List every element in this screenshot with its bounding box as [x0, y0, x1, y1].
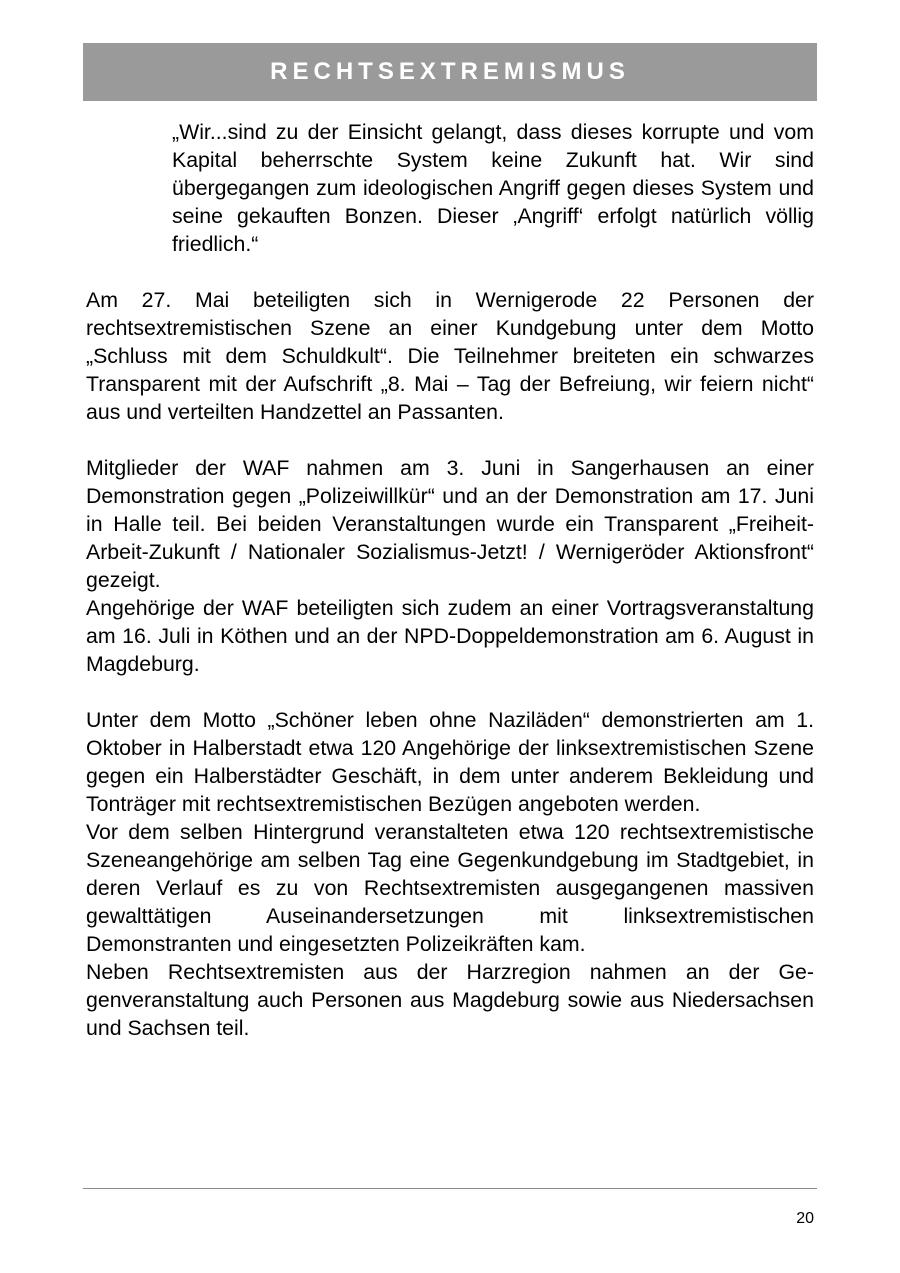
body-text [86, 118, 814, 1042]
paragraph-harzregion: Neben Rechtsextremisten aus der Harzregion nahmen an der Gegenveranstaltung auch Personen aus Magdeburg sowie aus Niedersachsen und Sachsen teil. [86, 960, 814, 1040]
paragraph-waf-demonstrationen: Mitglieder der WAF nahmen am 3. Juni in Sangerhausen an einer Demonstration gegen „Polizeiwillkür“ und an der Demonstration am 17. Juni in Halle teil. Bei beiden Veranstaltungen wurde ein Transparent „Freiheit-Arbeit-Zukunft / Nationaler Sozialismus-Jetzt! / Wernigeröder Aktionsfront“ gezeigt. [86, 456, 814, 592]
section-header-band [83, 43, 817, 101]
section-title: RECHTSEXTREMISMUS [270, 58, 630, 85]
paragraph-gegenkundgebung: Vor dem selben Hintergrund veranstalteten etwa 120 rechtsextremistische Szeneangehörige am selben Tag eine Gegenkundgebung im Stadtgebiet, in deren Verlauf es zu von Rechtsextremisten ausgegangenen massiven gewalttätigen Auseinandersetzungen mit linksextremistischen Demonstranten und eingesetzten Polizeikräften kam. [86, 820, 814, 956]
paragraph-halberstadt-demo: Unter dem Motto „Schöner leben ohne Naziläden“ demonstrierten am 1. Oktober in Halberstadt etwa 120 Angehörige der linksextremistischen Szene gegen ein Halberstädter Geschäft, in dem unter anderem Bekleidung und Tonträger mit rechtsextremistischen Bezügen angeboten werden. [86, 708, 814, 816]
footer-divider [83, 1188, 817, 1189]
block-quote: „Wir...sind zu der Einsicht gelangt, dass dieses korrupte und vom Kapital beherrschte System keine Zukunft hat. Wir sind übergegangen zum ideologischen Angriff gegen dieses System und seine gekauften Bonzen. Dieser ‚Angriff‘ erfolgt natürlich völlig friedlich.“ [172, 120, 814, 256]
paragraph-wernigerode-kundgebung: Am 27. Mai beteiligten sich in Wernigerode 22 Personen der rechtsextremistischen Szene an einer Kundgebung unter dem Motto „Schluss mit dem Schuldkult“. Die Teilnehmer breiteten ein schwarzes Transparent mit der Aufschrift „8. Mai – Tag der Befreiung, wir feiern nicht“ aus und verteilten Handzettel an Passanten. [86, 288, 814, 424]
page-number: 20 [796, 1210, 814, 1227]
paragraph-waf-vortrag: Angehörige der WAF beteiligten sich zudem an einer Vortragsveranstaltung am 16. Juli in Köthen und an der NPD-Doppeldemonstration am 6. August in Magdeburg. [86, 596, 814, 676]
